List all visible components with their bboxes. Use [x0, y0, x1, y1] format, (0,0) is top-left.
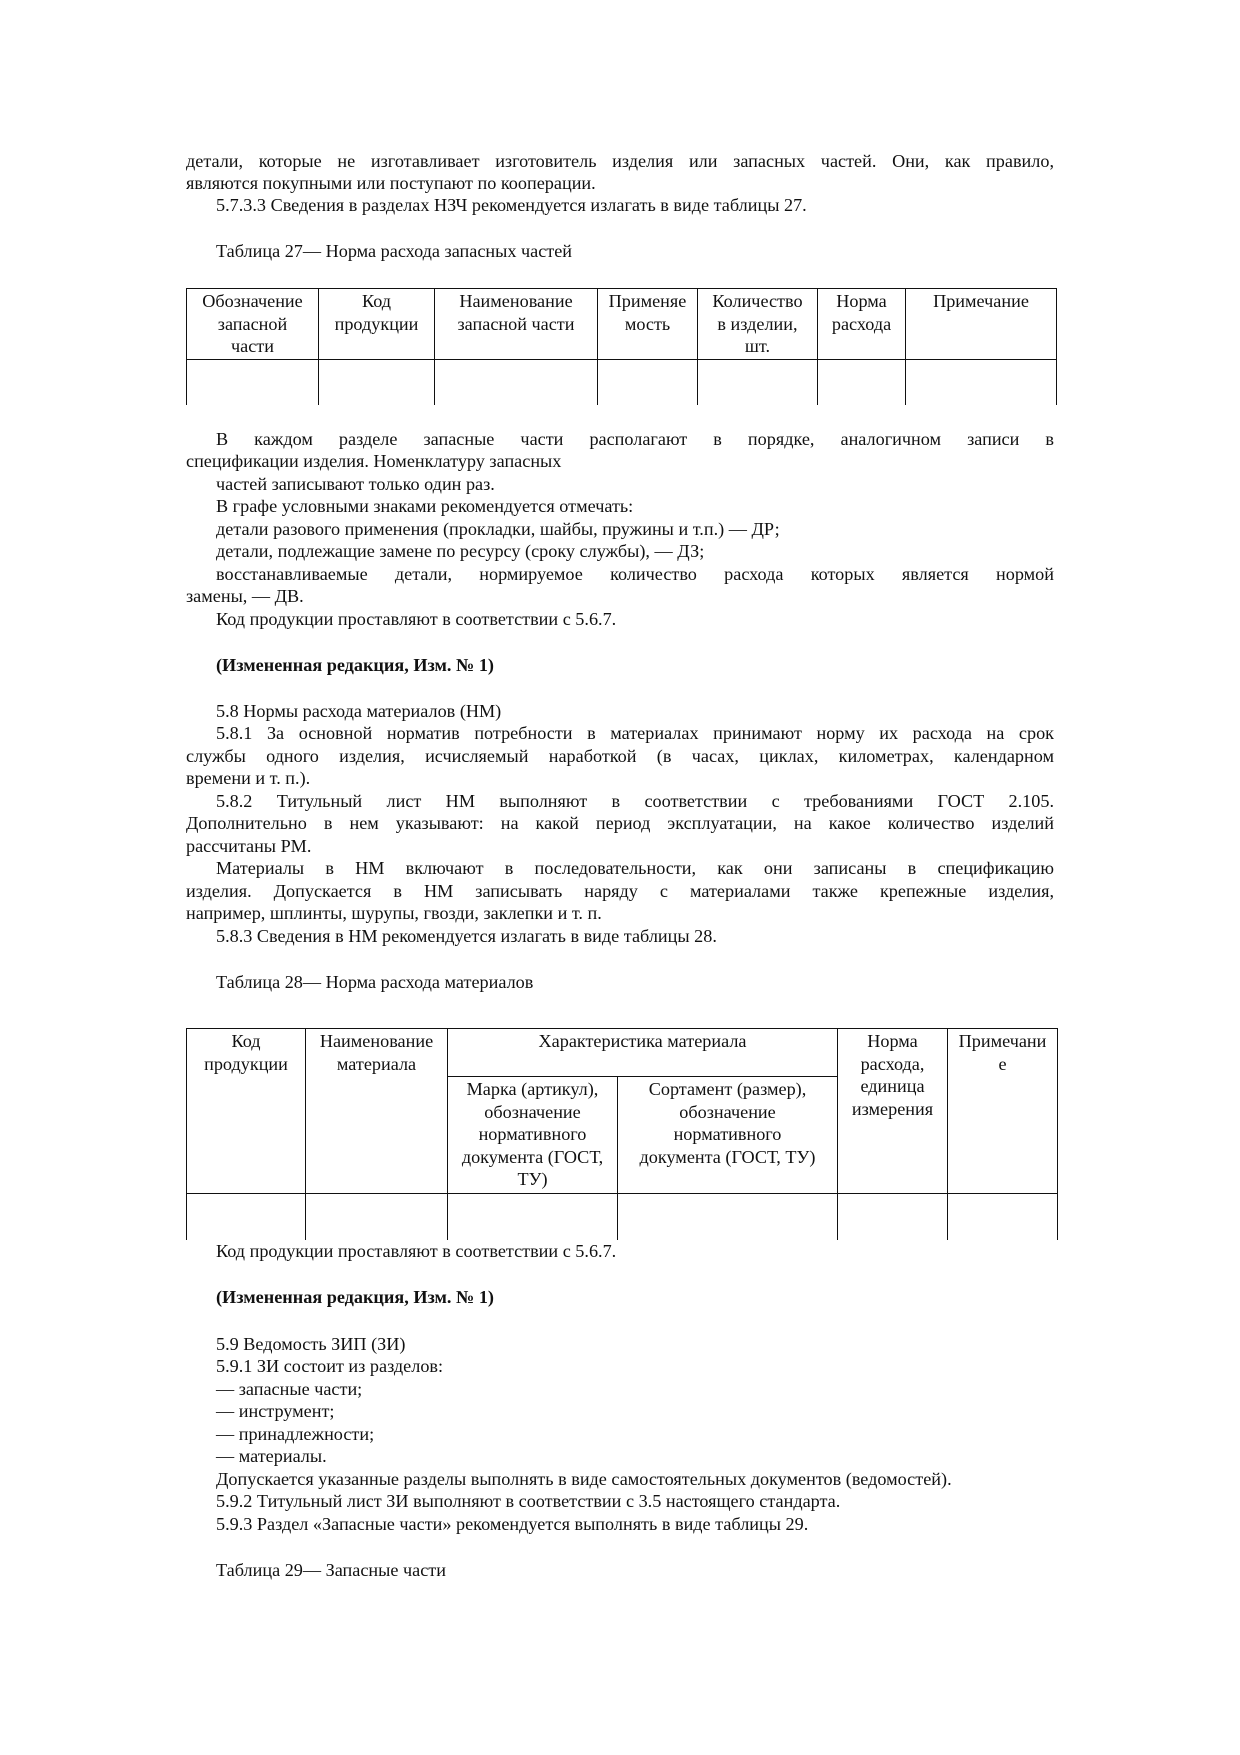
p-5-8-1-line-3: времени и т. п.). [186, 768, 311, 788]
table-cell [319, 360, 435, 405]
list-item: — принадлежности; [216, 1424, 375, 1444]
header-material-name: Наименование материала [306, 1029, 448, 1194]
header-assortment: Сортамент (размер), обозначение нормативного документа (ГОСТ, ТУ) [618, 1077, 838, 1194]
p-5-8-1-line-1: 5.8.1 За основной норматив потребности в материалах принимают норму их расхода на срок [216, 723, 1054, 743]
p-materials-line-1: Материалы в НМ включают в последовательности, как они записаны в спецификацию [216, 858, 1054, 878]
p-5-9-1: 5.9.1 ЗИ состоит из разделов: [216, 1356, 444, 1376]
section-5-8-title: 5.8 Нормы расхода материалов (НМ) [216, 701, 502, 721]
p-materials-line-3: например, шплинты, шурупы, гвозди, заклепки и т. п. [186, 903, 602, 923]
table-row [187, 360, 1057, 405]
header-quantity: Количество в изделии, шт. [698, 289, 818, 360]
p-5-8-2-line-3: рассчитаны РМ. [186, 836, 312, 856]
p-5-9-2: 5.9.2 Титульный лист ЗИ выполняют в соответствии с 3.5 настоящего стандарта. [216, 1491, 841, 1511]
table-cell [187, 1194, 306, 1240]
table-cell [435, 360, 598, 405]
table-cell [187, 360, 319, 405]
table-27-caption: Таблица 27— Норма расхода запасных частей [216, 241, 573, 261]
p-5-8-3: 5.8.3 Сведения в НМ рекомендуется излагать в виде таблицы 28. [216, 926, 717, 946]
section-5-9-title: 5.9 Ведомость ЗИП (ЗИ) [216, 1334, 406, 1354]
header-part-name: Наименование запасной части [435, 289, 598, 360]
table-28 [186, 1028, 1058, 1240]
text-symbol-dv-line-2: замены, — ДВ. [186, 586, 304, 606]
list-item: — запасные части; [216, 1379, 363, 1399]
header-note: Примечание [906, 289, 1057, 360]
amendment-note-2: (Измененная редакция, Изм. № 1) [216, 1287, 494, 1307]
header-norm-unit: Норма расхода, единица измерения [838, 1029, 948, 1194]
table-cell [818, 360, 906, 405]
p-materials-line-2: изделия. Допускается в НМ записывать наряду с материалами также крепежные изделия, [186, 881, 1054, 901]
text-product-code-ref: Код продукции проставляют в соответствии с 5.6.7. [216, 609, 617, 629]
table-cell [698, 360, 818, 405]
text-symbol-dv-line-1: восстанавливаемые детали, нормируемое количество расхода которых является нормой [216, 564, 1054, 584]
table-cell [598, 360, 698, 405]
table-cell [838, 1194, 948, 1240]
text-symbol-dz: детали, подлежащие замене по ресурсу (сроку службы), — ДЗ; [216, 541, 705, 561]
text-allow-separate-docs: Допускается указанные разделы выполнять в виде самостоятельных документов (ведомостей). [216, 1469, 952, 1489]
intro-line-2: являются покупными или поступают по кооперации. [186, 173, 596, 193]
text-symbol-dr: детали разового применения (прокладки, шайбы, пружины и т.п.) — ДР; [216, 519, 780, 539]
header-note: Примечани е [948, 1029, 1058, 1194]
header-product-code: Код продукции [319, 289, 435, 360]
table-row [187, 1194, 1058, 1240]
p-5-8-1-line-2: службы одного изделия, исчисляемый наработкой (в часах, циклах, километрах, календарном [186, 746, 1054, 766]
header-product-code: Код продукции [187, 1029, 306, 1194]
text-order-line-1: В каждом разделе запасные части располагают в порядке, аналогичном записи в [216, 429, 1054, 449]
header-designation: Обозначение запасной части [187, 289, 319, 360]
amendment-note: (Измененная редакция, Изм. № 1) [216, 655, 494, 675]
paragraph-5-7-3-3: 5.7.3.3 Сведения в разделах НЗЧ рекомендуется излагать в виде таблицы 27. [216, 195, 807, 215]
table-cell [948, 1194, 1058, 1240]
header-material-characteristic: Характеристика материала [448, 1029, 838, 1077]
table-29-caption: Таблица 29— Запасные части [216, 1560, 446, 1580]
list-item: — инструмент; [216, 1401, 335, 1421]
header-mark: Марка (артикул), обозначение нормативного документа (ГОСТ, ТУ) [448, 1077, 618, 1194]
text-product-code-ref-2: Код продукции проставляют в соответствии с 5.6.7. [216, 1241, 617, 1261]
table-cell [448, 1194, 618, 1240]
table-cell [618, 1194, 838, 1240]
p-5-9-3: 5.9.3 Раздел «Запасные части» рекомендуется выполнять в виде таблицы 29. [216, 1514, 809, 1534]
text-order-line-3: частей записывают только один раз. [216, 474, 495, 494]
table-27 [186, 288, 1057, 405]
table-28-caption: Таблица 28— Норма расхода материалов [216, 972, 534, 992]
table-cell [906, 360, 1057, 405]
intro-line-1: детали, которые не изготавливает изготовитель изделия или запасных частей. Они, как правило, [186, 151, 1054, 171]
p-5-8-2-line-1: 5.8.2 Титульный лист НМ выполняют в соответствии с требованиями ГОСТ 2.105. [216, 791, 1054, 811]
header-applicability: Применяе мость [598, 289, 698, 360]
text-order-line-2: спецификации изделия. Номенклатуру запасных [186, 451, 562, 471]
header-norm: Норма расхода [818, 289, 906, 360]
table-cell [306, 1194, 448, 1240]
list-item: — материалы. [216, 1446, 327, 1466]
p-5-8-2-line-2: Дополнительно в нем указывают: на какой период эксплуатации, на какое количество изделий [186, 813, 1054, 833]
text-symbols-intro: В графе условными знаками рекомендуется отмечать: [216, 496, 634, 516]
